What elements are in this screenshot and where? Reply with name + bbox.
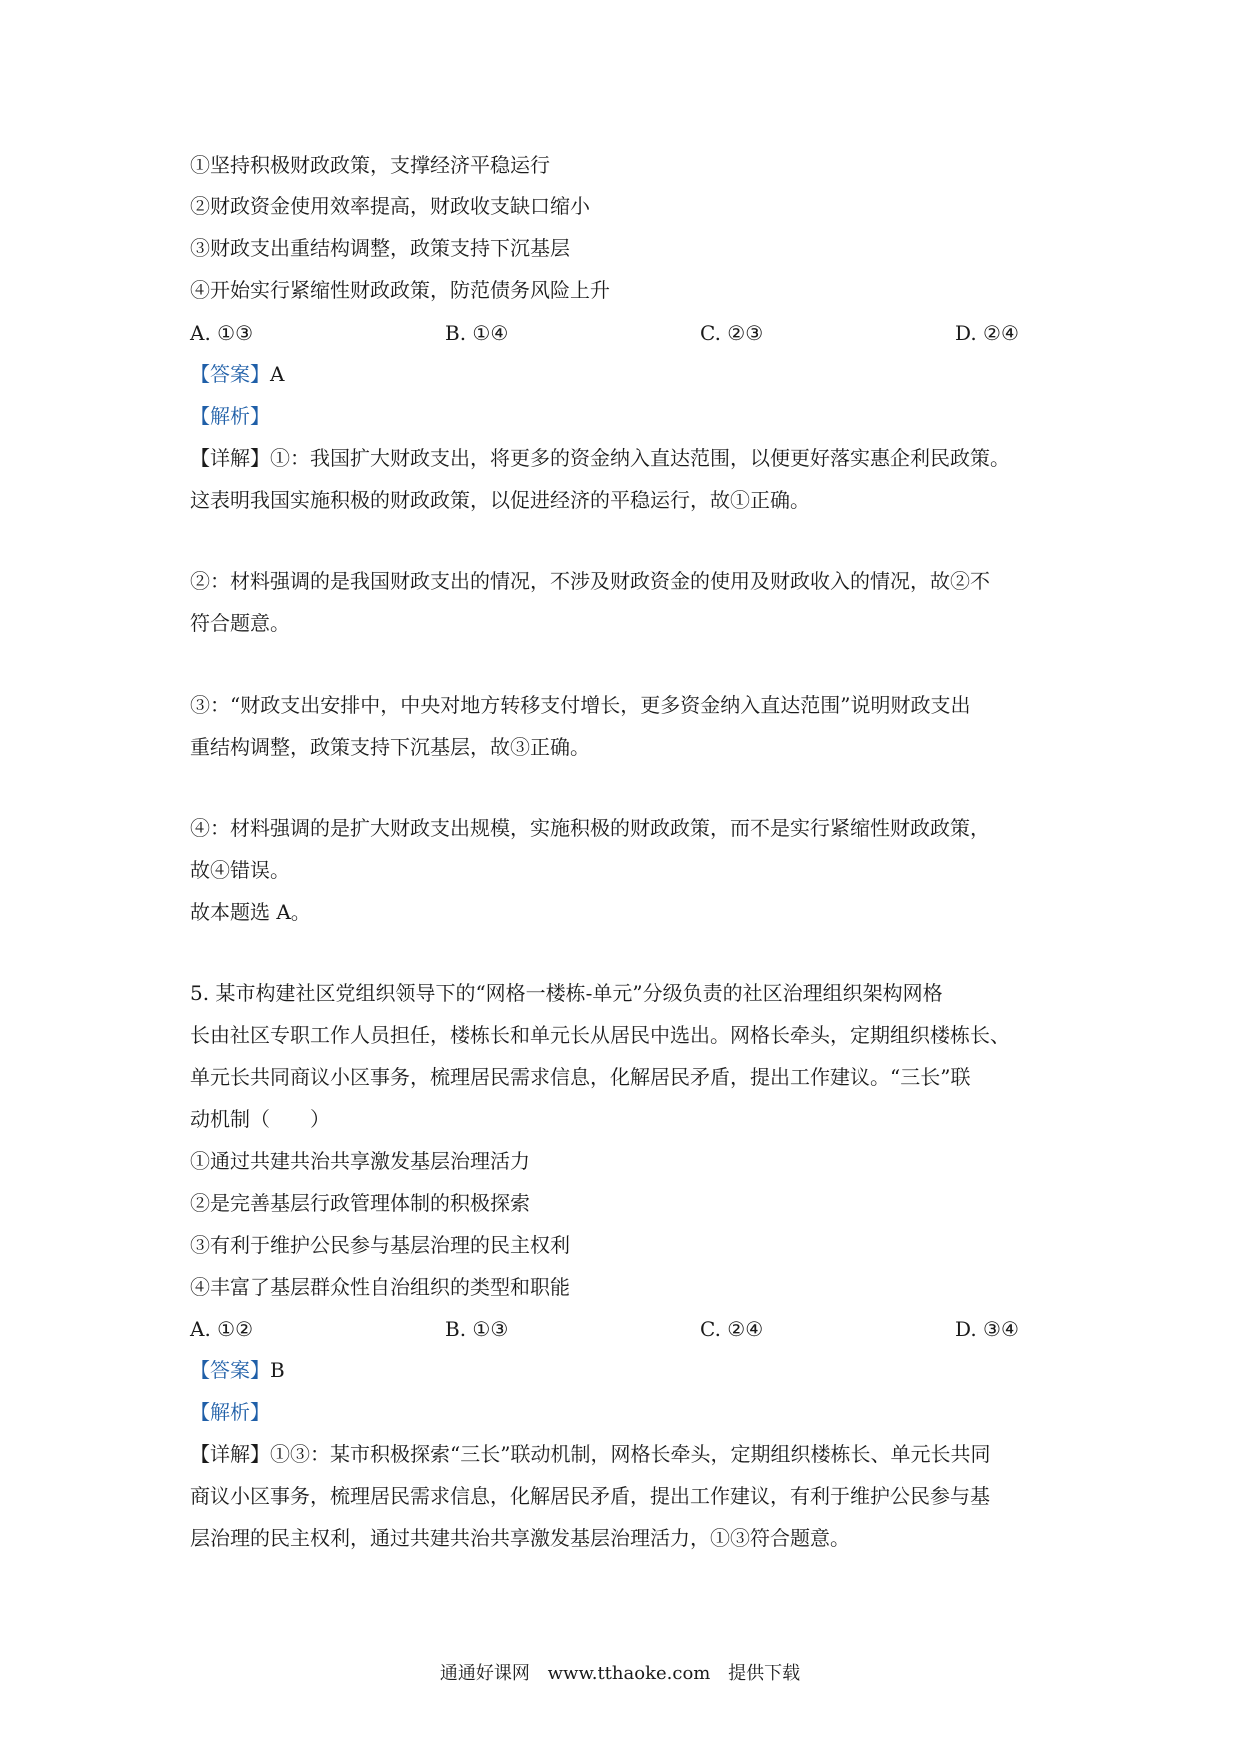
answer-tag: 【答案】 bbox=[190, 1358, 270, 1382]
q4-detail-line: ②：材料强调的是我国财政支出的情况，不涉及财政资金的使用及财政收入的情况，故②不 bbox=[190, 569, 990, 593]
q5-stem-line: 单元长共同商议小区事务，梳理居民需求信息，化解居民矛盾，提出工作建议。“三长”联 bbox=[190, 1065, 971, 1089]
q4-detail-line: 这表明我国实施积极的财政政策，以促进经济的平稳运行，故①正确。 bbox=[190, 488, 810, 512]
q5-choice-b: B. ①③ bbox=[445, 1317, 509, 1341]
answer-tag: 【答案】 bbox=[190, 362, 270, 386]
q4-choice-b: B. ①④ bbox=[445, 321, 509, 345]
q4-choice-d: D. ②④ bbox=[955, 321, 1019, 345]
q4-conclusion: 故本题选 A。 bbox=[190, 900, 311, 924]
footer-note: 提供下载 bbox=[728, 1663, 801, 1684]
q4-choice-c: C. ②③ bbox=[700, 321, 764, 345]
q5-detail-line: 【详解】①③：某市积极探索“三长”联动机制，网格长牵头，定期组织楼栋长、单元长共同 bbox=[190, 1442, 991, 1466]
footer-url[interactable]: www.tthaoke.com bbox=[547, 1663, 711, 1684]
q4-detail-line: ④：材料强调的是扩大财政支出规模，实施积极的财政政策，而不是实行紧缩性财政政策， bbox=[190, 816, 990, 840]
q5-stem-line: 动机制（ ） bbox=[190, 1107, 330, 1131]
q4-detail-line: ③：“财政支出安排中，中央对地方转移支付增长，更多资金纳入直达范围”说明财政支出 bbox=[190, 693, 971, 717]
detail-tag: 【详解】 bbox=[190, 446, 270, 470]
q4-option-3: ③财政支出重结构调整，政策支持下沉基层 bbox=[190, 236, 570, 260]
q4-option-2: ②财政资金使用效率提高，财政收支缺口缩小 bbox=[190, 194, 590, 218]
answer-value: A bbox=[270, 362, 285, 386]
q5-option-4: ④丰富了基层群众性自治组织的类型和职能 bbox=[190, 1275, 570, 1299]
q4-option-1: ①坚持积极财政政策，支撑经济平稳运行 bbox=[190, 153, 550, 177]
q5-option-2: ②是完善基层行政管理体制的积极探索 bbox=[190, 1191, 530, 1215]
q4-answer bbox=[190, 361, 284, 387]
q5-detail-line: 层治理的民主权利，通过共建共治共享激发基层治理活力，①③符合题意。 bbox=[190, 1526, 850, 1550]
footer-site-name: 通通好课网 bbox=[439, 1663, 530, 1684]
q5-stem-line: 长由社区专职工作人员担任，楼栋长和单元长从居民中选出。网格长牵头，定期组织楼栋长、 bbox=[190, 1023, 1010, 1047]
q5-option-3: ③有利于维护公民参与基层治理的民主权利 bbox=[190, 1233, 570, 1257]
q4-detail-line: 故④错误。 bbox=[190, 858, 290, 882]
q5-analysis-tag: 【解析】 bbox=[190, 1400, 270, 1424]
q5-choice-d: D. ③④ bbox=[955, 1317, 1019, 1341]
q5-stem-line: 5. 某市构建社区党组织领导下的“网格一楼栋-单元”分级负责的社区治理组织架构网格 bbox=[190, 981, 943, 1005]
q5-choice-c: C. ②④ bbox=[700, 1317, 764, 1341]
q4-choice-a: A. ①③ bbox=[190, 321, 254, 345]
q4-option-4: ④开始实行紧缩性财政政策，防范债务风险上升 bbox=[190, 278, 610, 302]
q4-detail-line: 重结构调整，政策支持下沉基层，故③正确。 bbox=[190, 735, 590, 759]
q5-choice-a: A. ①② bbox=[190, 1317, 254, 1341]
detail-tag: 【详解】 bbox=[190, 1442, 270, 1466]
answer-value: B bbox=[270, 1358, 285, 1382]
page-footer bbox=[0, 1662, 1240, 1686]
q5-option-1: ①通过共建共治共享激发基层治理活力 bbox=[190, 1149, 530, 1173]
q4-detail-line: 符合题意。 bbox=[190, 611, 290, 635]
q5-detail-line: 商议小区事务，梳理居民需求信息，化解居民矛盾，提出工作建议，有利于维护公民参与基 bbox=[190, 1484, 990, 1508]
q4-detail-line: 【详解】①：我国扩大财政支出，将更多的资金纳入直达范围，以便更好落实惠企利民政策。 bbox=[190, 446, 1010, 470]
q5-answer bbox=[190, 1357, 285, 1383]
q4-analysis-tag: 【解析】 bbox=[190, 404, 270, 428]
